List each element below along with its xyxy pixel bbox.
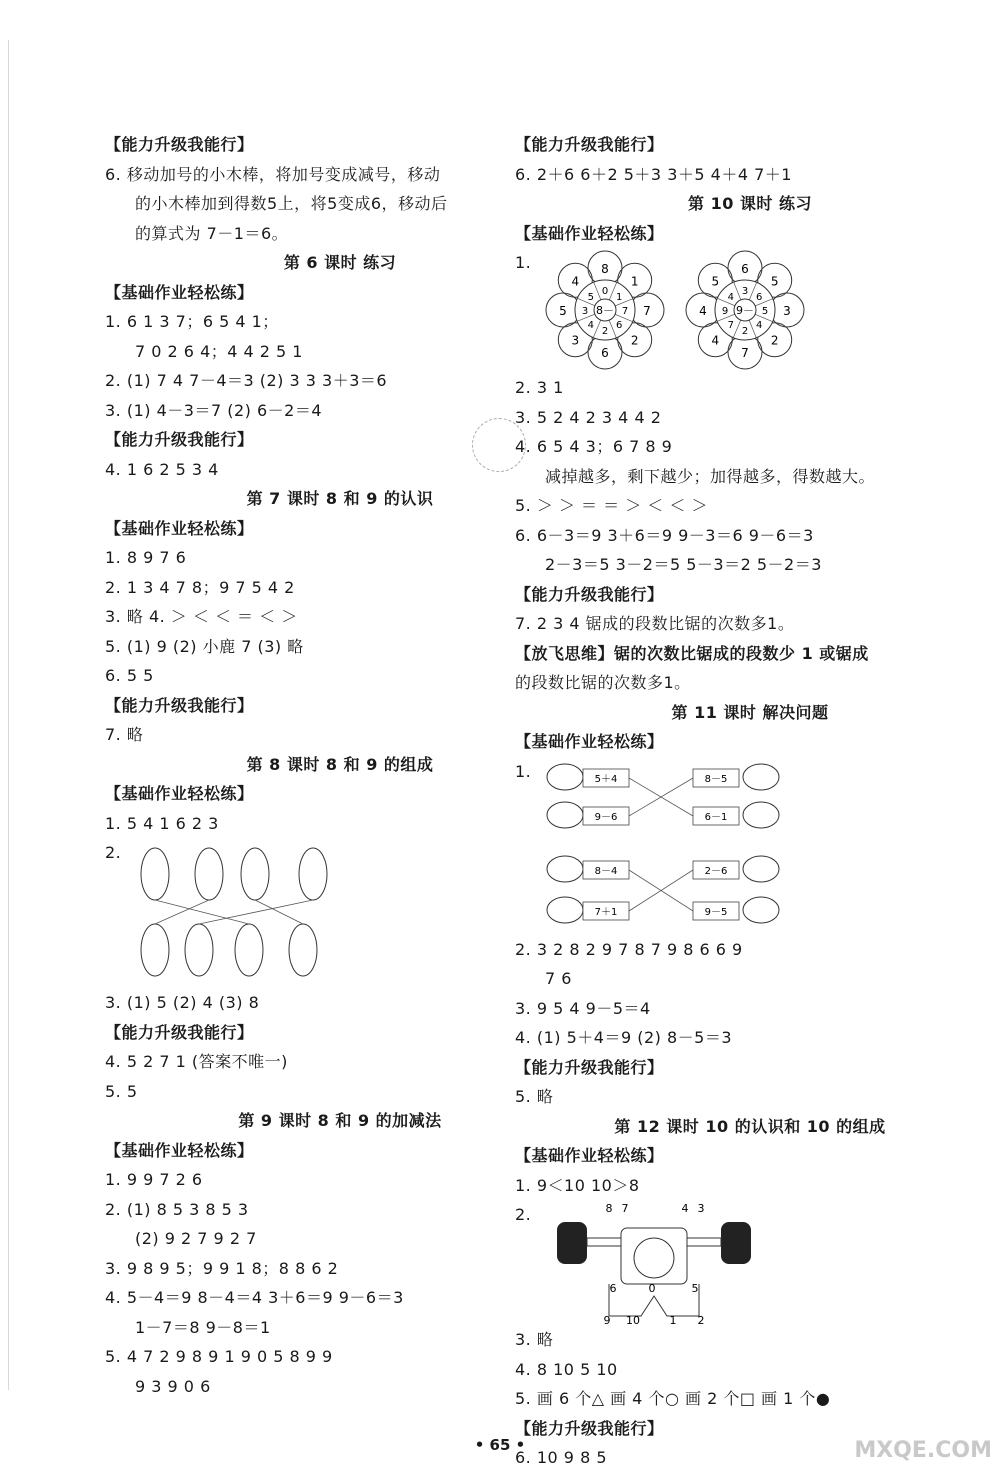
rabbit-icon	[185, 924, 213, 976]
flower-outer-number: 7	[741, 346, 749, 360]
flower-petal-number: 5	[761, 306, 769, 317]
answer-line: 5. ＞ ＞ ＝ ＝ ＞ ＜ ＜ ＞	[515, 496, 708, 515]
lesson-title: 第 7 课时 8 和 9 的认识	[246, 489, 434, 508]
lesson-title: 第 9 课时 8 和 9 的加减法	[238, 1111, 442, 1130]
answer-line: 4. (1) 5＋4＝9 (2) 8－5＝3	[515, 1028, 733, 1047]
section-heading: 【基础作业轻松练】	[515, 223, 664, 243]
answer-line: 6. 2＋6 6＋2 5＋3 3＋5 4＋4 7＋1	[515, 164, 792, 184]
answer-line: 4. 1 6 2 5 3 4	[105, 459, 219, 479]
flower-outer-number: 8	[601, 262, 609, 276]
answer-line: 7 6	[545, 969, 572, 988]
flower-outer-number: 1	[630, 274, 639, 289]
answer-line: 3. (1) 4－3＝7 (2) 6－2＝4	[105, 400, 323, 420]
flower-petal-number: 4	[727, 291, 735, 303]
flower-petal-number: 9	[721, 306, 729, 317]
item-number: 2.	[515, 1205, 532, 1224]
lesson-title: 第 6 课时 练习	[283, 253, 397, 272]
flower-petal-number: 4	[755, 320, 763, 332]
section-heading: 【基础作业轻松练】	[515, 1146, 664, 1165]
barbell-number: 10	[626, 1314, 640, 1325]
lesson-title: 第 8 课时 8 和 9 的组成	[246, 754, 434, 774]
elephant-expression: 8－5	[704, 773, 728, 785]
barbell-number: 6	[609, 1282, 617, 1295]
flower-petal-number: 1	[615, 291, 623, 303]
barbell-number: 7	[621, 1202, 629, 1215]
flower-outer-number: 2	[770, 333, 779, 348]
answer-line: 6. 6－3＝9 3＋6＝9 9－3＝6 9－6＝3	[515, 525, 814, 545]
answer-line: 7 0 2 6 4；4 4 2 5 1	[135, 341, 303, 361]
flower-outer-number: 3	[571, 333, 580, 348]
flower-center-label: 9－	[736, 304, 754, 317]
watermark: MXQE.COM	[854, 1438, 992, 1463]
elephant-icon	[547, 897, 583, 923]
answer-line: 4. 5－4＝9 8－4＝4 3＋6＝9 9－6＝3	[105, 1288, 404, 1307]
flower-outer-number: 2	[630, 333, 639, 348]
barbell-number: 9	[603, 1314, 611, 1325]
flower-outer-number: 4	[571, 274, 580, 289]
answer-line: 3. (1) 5 (2) 4 (3) 8	[105, 993, 260, 1012]
answer-line: 1. 8 9 7 6	[105, 548, 187, 567]
answer-line: 1－7＝8 9－8＝1	[135, 1317, 271, 1337]
elephant-matching-svg	[543, 757, 783, 935]
binding-rule	[8, 40, 9, 1390]
section-heading: 【能力升级我能行】	[515, 1418, 664, 1438]
flower-outer-number: 4	[711, 333, 720, 348]
elephant-expression: 5＋4	[594, 773, 618, 785]
answer-line: 4. 6 5 4 3；6 7 8 9	[515, 437, 673, 456]
flower-petal-number: 5	[587, 291, 595, 303]
elephant-expression: 7＋1	[594, 906, 618, 918]
section-heading: 【基础作业轻松练】	[105, 282, 254, 302]
section-heading: 【基础作业轻松练】	[105, 784, 254, 803]
flower-outer-number: 6	[601, 346, 609, 360]
flower-petal-number: 2	[741, 326, 749, 337]
flower-petal-number: 6	[755, 291, 763, 303]
rabbit-icon	[289, 924, 317, 976]
answer-line: 5. 画 6 个△ 画 4 个○ 画 2 个□ 画 1 个●	[515, 1389, 831, 1408]
elephant-expression: 9－6	[594, 811, 618, 823]
elephant-icon	[547, 856, 583, 882]
answer-line: 6. 10 9 8 5	[515, 1448, 608, 1467]
flower-outer-number: 3	[783, 304, 791, 318]
flower-petal-number: 3	[741, 286, 749, 297]
answer-line: (2) 9 2 7 9 2 7	[135, 1229, 257, 1248]
answer-line: 6. 5 5	[105, 666, 154, 685]
rabbit-icon	[299, 848, 327, 900]
flower-petal-number: 7	[621, 306, 629, 317]
elephant-expression: 6－1	[704, 811, 728, 823]
rabbit-matching-svg	[133, 838, 333, 988]
elephant-expression: 9－5	[704, 906, 728, 918]
answer-line: 1. 9 9 7 2 6	[105, 1170, 203, 1189]
lesson-title: 第 12 课时 10 的认识和 10 的组成	[614, 1116, 886, 1136]
section-heading: 【放飞思维】锯的次数比锯成的段数少 1 或锯成	[515, 643, 869, 663]
flower-petal-number: 3	[581, 306, 589, 317]
section-heading: 【能力升级我能行】	[105, 1022, 254, 1042]
flower-outer-number: 5	[711, 274, 720, 289]
elephant-expression: 2－6	[704, 865, 728, 877]
barbell-number: 2	[697, 1314, 705, 1325]
flower-petal-number: 6	[615, 320, 623, 332]
answer-line: 7. 略	[105, 725, 144, 744]
left-column	[105, 130, 575, 1401]
flower-outer-number: 5	[770, 274, 779, 289]
section-heading: 【基础作业轻松练】	[105, 1140, 254, 1160]
barbell-number: 3	[697, 1202, 705, 1215]
answer-line: 4. 5 2 7 1 (答案不唯一)	[105, 1052, 288, 1071]
item-number: 2.	[105, 843, 122, 862]
answer-line: 2. (1) 7 4 7－4＝3 (2) 3 3 3＋3＝6	[105, 371, 388, 390]
rabbit-matching-figure	[105, 838, 575, 988]
barbell-number: 5	[691, 1282, 699, 1295]
answer-line: 2－3＝5 3－2＝5 5－3＝2 5－2＝3	[545, 555, 822, 574]
flower-petal-number: 0	[601, 286, 609, 297]
section-heading: 【基础作业轻松练】	[515, 732, 664, 751]
flower-outer-number: 5	[559, 304, 567, 318]
section-heading: 【能力升级我能行】	[105, 135, 254, 154]
section-heading: 【能力升级我能行】	[515, 1057, 664, 1077]
lesson-title: 第 11 课时 解决问题	[671, 702, 829, 722]
flower-figures	[515, 248, 985, 373]
answer-line: 减掉越多，剩下越少；加得越多，得数越大。	[545, 466, 876, 486]
section-heading: 【能力升级我能行】	[515, 584, 664, 604]
right-column	[515, 130, 985, 1473]
barbell-number: 0	[648, 1282, 656, 1295]
answer-line: 9 3 9 0 6	[135, 1376, 211, 1396]
elephant-icon	[743, 856, 779, 882]
answer-line: 1. 9＜10 10＞8	[515, 1175, 640, 1195]
barbell-figure	[515, 1200, 985, 1325]
answer-line: 3. 略 4. ＞ ＜ ＜ ＝ ＜ ＞	[105, 607, 298, 626]
rabbit-icon	[235, 924, 263, 976]
rabbit-icon	[195, 848, 223, 900]
elephant-icon	[547, 802, 583, 828]
answer-line: 2. 1 3 4 7 8；9 7 5 4 2	[105, 577, 295, 597]
answer-line: 4. 8 10 5 10	[515, 1359, 618, 1379]
answer-line: 的段数比锯的次数多1。	[515, 673, 691, 692]
section-heading: 【基础作业轻松练】	[105, 518, 254, 538]
flower-center-label: 8－	[596, 304, 614, 317]
flower-outer-number: 6	[741, 262, 749, 276]
answer-line: 3. 5 2 4 2 3 4 4 2	[515, 407, 662, 427]
barbell-svg	[549, 1200, 759, 1325]
flower-figure-1	[545, 248, 665, 373]
flower-outer-number: 7	[643, 304, 651, 318]
item-number: 1.	[515, 761, 532, 781]
lesson-title: 第 10 课时 练习	[688, 194, 812, 213]
flower-petal-number: 4	[587, 320, 595, 332]
section-heading: 【能力升级我能行】	[105, 695, 254, 715]
elephant-icon	[743, 764, 779, 790]
item-number: 1.	[515, 253, 532, 272]
answer-line: 5. 略	[515, 1087, 554, 1106]
flower-petal-number: 2	[601, 326, 609, 337]
elephant-expression: 8－4	[594, 865, 618, 877]
answer-line: 7. 2 3 4 锯成的段数比锯的次数多1。	[515, 614, 795, 633]
answer-line: 2. 3 1	[515, 378, 564, 397]
elephant-icon	[743, 897, 779, 923]
flower-figure-2	[685, 248, 805, 373]
flower-outer-number: 4	[699, 304, 707, 318]
barbell-number: 4	[681, 1202, 689, 1215]
answer-line: 的算式为 7－1＝6。	[135, 223, 289, 243]
answer-line: 2. (1) 8 5 3 8 5 3	[105, 1199, 249, 1219]
section-heading: 【能力升级我能行】	[105, 430, 254, 449]
rabbit-icon	[141, 924, 169, 976]
rabbit-icon	[241, 848, 269, 900]
elephant-icon	[547, 764, 583, 790]
answer-line: 2. 3 2 8 2 9 7 8 7 9 8 6 6 9	[515, 939, 743, 959]
barbell-number: 8	[605, 1202, 613, 1215]
elephant-icon	[743, 802, 779, 828]
answer-line: 3. 9 8 9 5；9 9 1 8；8 8 6 2	[105, 1258, 339, 1278]
answer-line: 的小木棒加到得数5上，将5变成6，移动后	[135, 194, 448, 213]
flower-petal-number: 7	[727, 320, 735, 332]
answer-line: 5. 5	[105, 1081, 138, 1101]
answer-line: 1. 5 4 1 6 2 3	[105, 813, 219, 833]
section-heading: 【能力升级我能行】	[515, 135, 664, 154]
bear-face-icon	[621, 1228, 687, 1284]
answer-line: 5. (1) 9 (2) 小鹿 7 (3) 略	[105, 636, 304, 656]
answer-line: 1. 6 1 3 7；6 5 4 1；	[105, 312, 279, 331]
elephant-matching-figure	[515, 757, 985, 935]
answer-line: 3. 略	[515, 1330, 554, 1349]
answer-line: 5. 4 7 2 9 8 9 1 9 0 5 8 9 9	[105, 1347, 333, 1366]
answer-line: 3. 9 5 4 9－5＝4	[515, 998, 651, 1018]
answer-line: 6. 移动加号的小木棒，将加号变成减号，移动	[105, 164, 441, 184]
barbell-number: 1	[669, 1314, 677, 1325]
page-number: • 65 •	[474, 1436, 526, 1454]
rabbit-icon	[141, 848, 169, 900]
